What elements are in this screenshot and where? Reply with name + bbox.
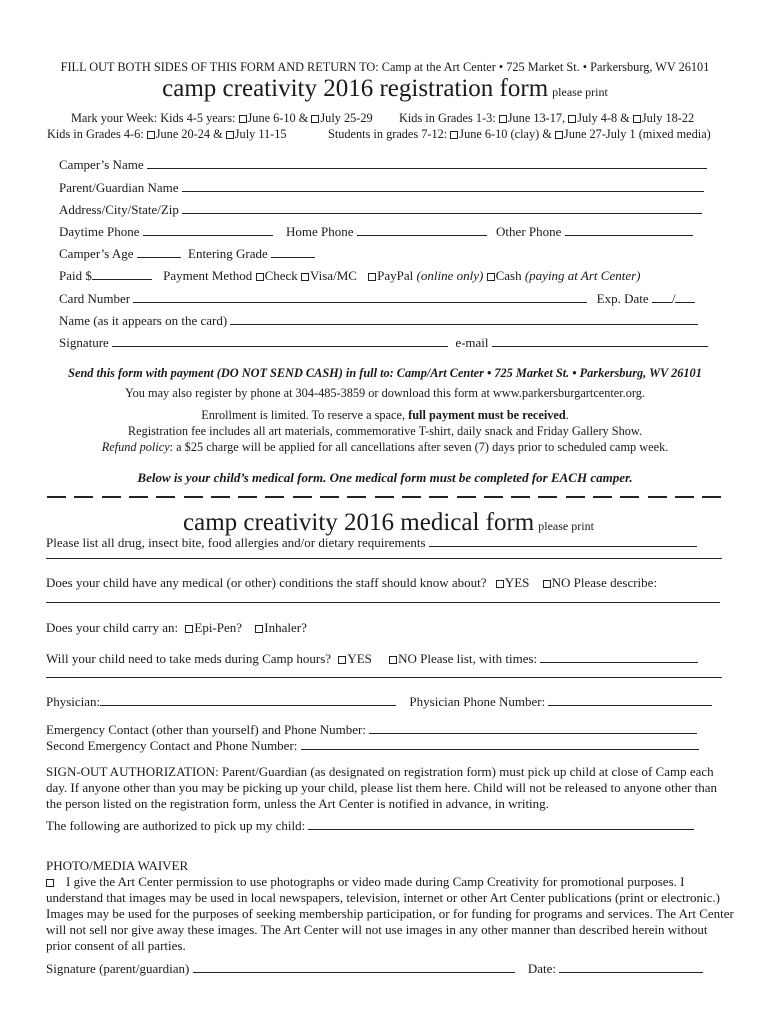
exp-date-label: Exp. Date: [596, 291, 649, 306]
carry-label: Does your child carry an:: [46, 620, 179, 635]
k45-opt2-label: July 25-29: [320, 111, 373, 125]
second-emergency-label: Second Emergency Contact and Phone Number:: [46, 738, 298, 753]
registration-please-print: please print: [552, 85, 608, 99]
cut-line-dash: [102, 496, 121, 498]
enroll-prefix: Enrollment is limited. To reserve a space,: [201, 408, 406, 422]
checkbox-g13-june[interactable]: [499, 115, 507, 123]
cut-line-dash: [47, 496, 66, 498]
campers-age-field[interactable]: [137, 247, 181, 258]
conditions-describe-line[interactable]: [46, 602, 720, 603]
email-label: e-mail: [455, 335, 489, 350]
checkbox-visa-mc[interactable]: [301, 273, 309, 281]
daytime-phone-field[interactable]: [143, 225, 273, 236]
name-on-card-label: Name (as it appears on the card): [59, 313, 228, 328]
cut-line-dash: [429, 496, 448, 498]
cut-line-dash: [238, 496, 257, 498]
conditions-row: [46, 575, 657, 591]
parent-signature-field[interactable]: [193, 962, 515, 973]
date-label: Date:: [527, 961, 556, 976]
parent-signature-label: Signature (parent/guardian): [46, 961, 190, 976]
cut-line-dash: [74, 496, 93, 498]
cut-line-dash: [293, 496, 312, 498]
cut-line-dash: [648, 496, 667, 498]
g712-opt2-label: June 27-July 1 (mixed media): [563, 127, 711, 141]
parent-name-field[interactable]: [182, 181, 704, 192]
g46-opt1-label: June 20-24 &: [155, 127, 223, 141]
k45-opt1-label: June 6-10 &: [247, 111, 309, 125]
cut-line-dash: [402, 496, 421, 498]
checkbox-cash[interactable]: [487, 273, 495, 281]
checkbox-conditions-no[interactable]: [543, 580, 551, 588]
checkbox-k45-june[interactable]: [239, 115, 247, 123]
checkbox-photo-waiver[interactable]: [46, 879, 54, 887]
medical-notice: Below is your child’s medical form. One medical form must be completed for EACH camper.: [137, 470, 633, 485]
cut-line-dash: [457, 496, 476, 498]
other-phone-label: Other Phone: [496, 224, 562, 239]
g712-opt1-label: June 6-10 (clay) &: [459, 127, 552, 141]
return-address-line: FILL OUT BOTH SIDES OF THIS FORM AND RETURN TO: Camp at the Art Center • 725 Market St. • Parkersburg, WV 26101: [60, 60, 710, 74]
conditions-yes-label: YES: [504, 575, 530, 590]
emergency-field[interactable]: [369, 723, 697, 734]
home-phone-field[interactable]: [357, 225, 487, 236]
daytime-phone-label: Daytime Phone: [59, 224, 140, 239]
date-field[interactable]: [559, 962, 703, 973]
checkbox-g13-july18[interactable]: [633, 115, 641, 123]
address-row: [59, 202, 702, 218]
group-g13: Kids in Grades 1-3:: [399, 111, 496, 125]
epipen-label: Epi-Pen?: [194, 620, 243, 635]
entering-grade-field[interactable]: [271, 247, 315, 258]
campers-name-field[interactable]: [147, 158, 707, 169]
carry-row: [46, 620, 307, 636]
photo-waiver-text: [46, 874, 736, 954]
card-row: [59, 291, 695, 307]
refund-label: Refund policy: [101, 440, 170, 454]
exp-month-field[interactable]: [652, 292, 672, 303]
send-instructions: Send this form with payment (DO NOT SEND CASH) in full to: Camp/Art Center • 725 Market St. • Parkersburg, WV 26101: [68, 366, 702, 380]
cut-line-dash: [184, 496, 203, 498]
home-phone-label: Home Phone: [286, 224, 354, 239]
inhaler-label: Inhaler?: [264, 620, 307, 635]
second-emergency-field[interactable]: [301, 739, 699, 750]
physician-phone-label: Physician Phone Number:: [409, 694, 546, 709]
campers-age-label: Camper’s Age: [59, 246, 134, 261]
g13-opt2-label: July 4-8 &: [577, 111, 630, 125]
cut-line-dash: [675, 496, 694, 498]
week-row-g46: [47, 127, 287, 142]
signature-field[interactable]: [112, 336, 448, 347]
meds-label: Will your child need to take meds during Camp hours?: [46, 651, 332, 666]
cut-line-dash: [566, 496, 585, 498]
checkbox-check[interactable]: [256, 273, 264, 281]
medical-title: [183, 509, 594, 537]
age-grade-row: [59, 246, 315, 262]
group-g46: Kids in Grades 4-6:: [47, 127, 144, 141]
allergies-line-2[interactable]: [46, 558, 722, 559]
cut-line-dash: [156, 496, 175, 498]
signout-authorization: SIGN-OUT AUTHORIZATION: Parent/Guardian (as designated on registration form) must pick up child at close of Camp each day. If anyone other than you may be picking up your child, please list them here. Child will not be released to anyone other than the person listed on the registration form, unless the Art Center is notified in advance, in writing.: [46, 764, 717, 811]
checkbox-meds-no[interactable]: [389, 656, 397, 664]
registration-title: [0, 75, 770, 103]
payment-method-label: Payment Method: [163, 268, 253, 283]
conditions-no-label: NO Please describe:: [551, 575, 658, 590]
phone-register-line: You may also register by phone at 304-485-3859 or download this form at www.parkersburgartcenter.org.: [124, 386, 645, 400]
cut-line-dash: [320, 496, 339, 498]
checkbox-g46-july[interactable]: [226, 131, 234, 139]
meds-list-field[interactable]: [540, 652, 698, 663]
email-field[interactable]: [492, 336, 708, 347]
card-number-label: Card Number: [59, 291, 131, 306]
cut-line-dash: [538, 496, 557, 498]
authorized-field[interactable]: [308, 819, 694, 830]
authorized-row: [46, 818, 694, 834]
g46-opt2-label: July 11-15: [234, 127, 287, 141]
checkbox-inhaler[interactable]: [255, 625, 263, 633]
g13-opt1-label: June 13-17,: [507, 111, 566, 125]
photo-waiver-body: I give the Art Center permission to use photographs or video made during Camp Creativity for promotional purposes. I understand that images may be used in local newspapers, television, internet or other Art Center publications (print or electronic.) Images may be used for the purposes of seeking membership participation, or for funding for programs and services. The Art Center will not sell nor give away these images. The Art Center will not use images in any other manner than described herein without prior consent of all parties.: [46, 874, 734, 953]
paypal-note: (online only): [416, 268, 484, 283]
name-on-card-field[interactable]: [230, 314, 698, 325]
conditions-label: Does your child have any medical (or other) conditions the staff should know about?: [46, 575, 487, 590]
cut-line-dash: [347, 496, 366, 498]
cut-line-dash: [211, 496, 230, 498]
checkbox-meds-yes[interactable]: [338, 656, 346, 664]
cut-line-dash: [484, 496, 503, 498]
refund-text: : a $25 charge will be applied for all cancellations after seven (7) days prior to scheduled camp week.: [169, 440, 669, 454]
address-label: Address/City/State/Zip: [59, 202, 179, 217]
campers-name-label: Camper’s Name: [59, 157, 144, 172]
meds-no-label: NO Please list, with times:: [398, 651, 538, 666]
group-kids45: Kids 4-5 years:: [160, 111, 236, 125]
paid-amount-field[interactable]: [92, 269, 152, 280]
other-phone-field[interactable]: [565, 225, 693, 236]
checkbox-g13-july4[interactable]: [568, 115, 576, 123]
registration-title-text: camp creativity 2016 registration form: [162, 75, 549, 102]
checkbox-k45-july[interactable]: [311, 115, 319, 123]
physician-field[interactable]: [100, 695, 396, 706]
meds-yes-label: YES: [347, 651, 372, 666]
physician-label: Physician:: [46, 694, 101, 709]
cut-line-dash: [593, 496, 612, 498]
visa-mc-label: Visa/MC: [310, 268, 357, 283]
check-label: Check: [264, 268, 298, 283]
entering-grade-label: Entering Grade: [188, 246, 268, 261]
week-row-g13: [399, 111, 694, 126]
physician-phone-field[interactable]: [548, 695, 712, 706]
cut-line-dash: [129, 496, 148, 498]
signature-row: [59, 335, 708, 351]
address-field[interactable]: [182, 203, 702, 214]
card-number-field[interactable]: [133, 292, 587, 303]
meds-row: [46, 651, 698, 667]
cut-line-dash: [702, 496, 721, 498]
meds-line-2[interactable]: [46, 677, 722, 678]
exp-year-field[interactable]: [675, 292, 695, 303]
emergency-row: [46, 722, 697, 738]
photo-waiver-heading: PHOTO/MEDIA WAIVER: [46, 858, 189, 873]
paypal-label: PayPal: [377, 268, 414, 283]
checkbox-g712-clay[interactable]: [450, 131, 458, 139]
cut-line-dash: [375, 496, 394, 498]
cash-note: (paying at Art Center): [524, 268, 641, 283]
parent-name-label: Parent/Guardian Name: [59, 180, 179, 195]
phone-row: [59, 224, 693, 240]
allergies-row: [46, 535, 697, 551]
campers-name-row: [59, 157, 707, 173]
week-prompt: Mark your Week:: [71, 111, 158, 125]
enrollment-line: [0, 408, 770, 423]
parent-signature-row: [46, 961, 703, 977]
allergies-label: Please list all drug, insect bite, food allergies and/or dietary requirements: [46, 535, 426, 550]
physician-row: [46, 694, 712, 710]
signature-label: Signature: [59, 335, 109, 350]
cut-line-dash: [265, 496, 284, 498]
checkbox-conditions-yes[interactable]: [496, 580, 504, 588]
enroll-end: .: [565, 408, 569, 422]
second-emergency-row: [46, 738, 699, 754]
parent-name-row: [59, 180, 704, 196]
enroll-bold: full payment must be received: [408, 408, 566, 422]
emergency-label: Emergency Contact (other than yourself) and Phone Number:: [46, 722, 366, 737]
cash-label: Cash: [495, 268, 522, 283]
paid-label: Paid $: [59, 268, 92, 283]
checkbox-g712-mixed[interactable]: [555, 131, 563, 139]
checkbox-epipen[interactable]: [185, 625, 193, 633]
checkbox-g46-june[interactable]: [147, 131, 155, 139]
fee-line: Registration fee includes all art materials, commemorative T-shirt, daily snack and Friday Gallery Show.: [127, 424, 643, 438]
week-row-g712: [328, 127, 711, 142]
exp-slash: /: [671, 291, 676, 306]
week-row-kids45: [71, 111, 373, 126]
refund-line: [0, 440, 770, 455]
name-on-card-row: [59, 313, 698, 329]
allergies-field[interactable]: [429, 536, 697, 547]
payment-row: [59, 268, 641, 284]
checkbox-paypal[interactable]: [368, 273, 376, 281]
authorized-label: The following are authorized to pick up my child:: [46, 818, 306, 833]
group-g712: Students in grades 7-12:: [328, 127, 448, 141]
cut-line-dash: [620, 496, 639, 498]
g13-opt3-label: July 18-22: [641, 111, 695, 125]
cut-line-dash: [511, 496, 530, 498]
medical-please-print: please print: [538, 519, 594, 533]
medical-title-text: camp creativity 2016 medical form: [183, 509, 535, 536]
